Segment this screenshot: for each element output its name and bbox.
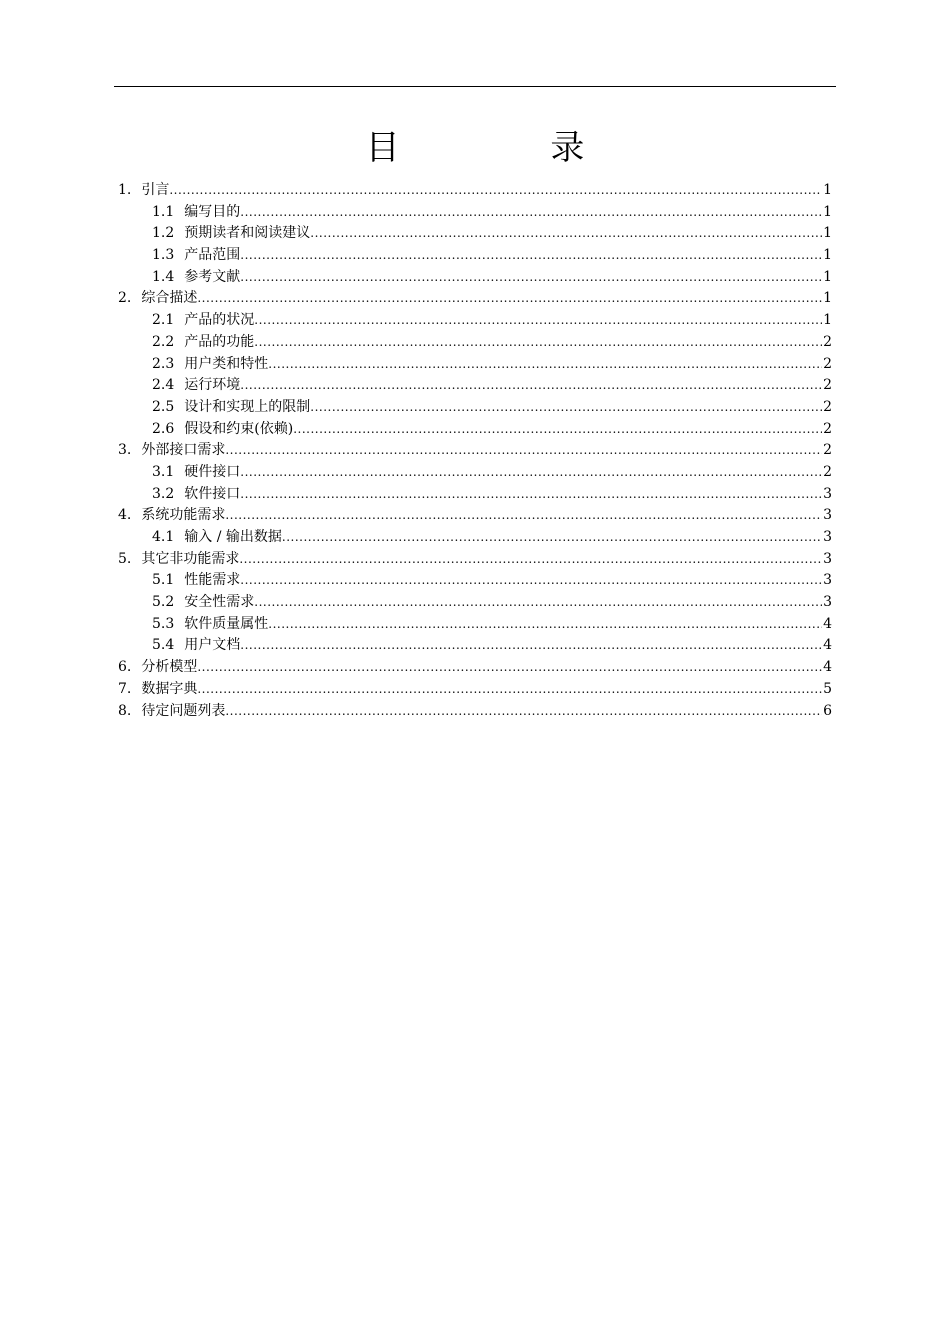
toc-entry[interactable] — [118, 635, 832, 657]
toc-dot-leader — [240, 267, 822, 289]
toc-entry-number: 2.6 — [152, 420, 175, 437]
toc-entry-page: 2 — [823, 442, 832, 459]
toc-entry-title: 软件接口 — [184, 485, 241, 502]
toc-entry-number: 5.4 — [152, 637, 175, 654]
toc-entry-number: 3. — [118, 442, 132, 459]
toc-entry-number: 5.3 — [152, 615, 175, 632]
toc-entry[interactable] — [118, 223, 832, 245]
toc-entry-title: 硬件接口 — [184, 463, 241, 480]
toc-entry-page: 3 — [823, 572, 832, 589]
toc-entry[interactable] — [118, 354, 832, 376]
toc-entry-number: 2.1 — [152, 312, 175, 329]
toc-entry-page: 1 — [823, 182, 832, 198]
toc-entry-title: 输入 / 输出数据 — [184, 529, 282, 545]
toc-dot-leader — [225, 701, 822, 723]
toc-entry[interactable] — [118, 332, 832, 354]
toc-entry-page: 3 — [823, 550, 832, 567]
toc-entry-title: 编写目的 — [184, 203, 241, 220]
toc-entry[interactable] — [118, 505, 832, 527]
toc-entry-title: 参考文献 — [184, 268, 241, 285]
toc-dot-leader — [240, 245, 822, 267]
toc-entry[interactable] — [118, 180, 832, 202]
toc-entry-title: 预期读者和阅读建议 — [184, 225, 311, 242]
toc-entry[interactable] — [118, 419, 832, 441]
toc-entry-number: 1.4 — [152, 268, 175, 285]
toc-entry-number: 7. — [118, 680, 132, 697]
toc-entry[interactable] — [118, 310, 832, 332]
toc-entry-title: 运行环境 — [184, 377, 241, 394]
toc-entry-number: 1. — [118, 182, 132, 198]
toc-entry-number: 4. — [118, 507, 132, 524]
toc-entry-number: 2. — [118, 290, 132, 307]
toc-entry[interactable] — [118, 701, 832, 723]
toc-entry[interactable] — [118, 440, 832, 462]
toc-entry-page: 1 — [823, 203, 832, 220]
toc-entry[interactable] — [118, 527, 832, 549]
toc-entry-page: 3 — [823, 507, 832, 524]
toc-entry-page: 1 — [823, 290, 832, 307]
toc-entry[interactable] — [118, 267, 832, 289]
toc-dot-leader — [239, 549, 822, 571]
toc-entry-number: 1.2 — [152, 225, 175, 242]
toc-entry-title: 数据字典 — [141, 680, 198, 697]
toc-entry-number: 5.2 — [152, 594, 175, 611]
toc-entry-page: 2 — [823, 420, 832, 437]
toc-dot-leader — [254, 310, 822, 332]
toc-dot-leader — [254, 332, 822, 354]
toc-entry[interactable] — [118, 549, 832, 571]
toc-entry-title: 用户类和特性 — [184, 355, 269, 372]
toc-entry-title: 性能需求 — [184, 572, 241, 589]
toc-entry[interactable] — [118, 288, 832, 310]
toc-entry-number: 1.3 — [152, 247, 175, 264]
toc-entry-page: 4 — [823, 637, 832, 654]
toc-dot-leader — [268, 354, 822, 376]
toc-entry[interactable] — [118, 202, 832, 224]
toc-entry-page: 2 — [823, 355, 832, 372]
toc-entry[interactable] — [118, 614, 832, 636]
page-title: 目 录 — [365, 127, 655, 168]
table-of-contents — [118, 180, 832, 722]
toc-dot-leader — [197, 679, 822, 701]
toc-dot-leader — [225, 440, 822, 462]
toc-entry[interactable] — [118, 679, 832, 701]
toc-entry-page: 1 — [823, 247, 832, 264]
toc-entry-title: 设计和实现上的限制 — [184, 398, 311, 415]
toc-entry-title: 假设和约束(依赖) — [184, 420, 294, 437]
toc-entry-title: 外部接口需求 — [141, 442, 226, 459]
toc-dot-leader — [310, 223, 822, 245]
toc-dot-leader — [240, 375, 822, 397]
toc-entry[interactable] — [118, 245, 832, 267]
toc-entry-number: 1.1 — [152, 203, 175, 220]
toc-entry-page: 6 — [823, 702, 832, 719]
toc-entry-number: 2.5 — [152, 398, 175, 415]
toc-dot-leader — [293, 419, 822, 441]
toc-entry[interactable] — [118, 375, 832, 397]
toc-entry-title: 产品的功能 — [184, 333, 255, 350]
toc-entry-number: 6. — [118, 659, 132, 676]
toc-entry[interactable] — [118, 592, 832, 614]
toc-entry-page: 3 — [823, 594, 832, 611]
toc-entry-number: 4.1 — [152, 529, 175, 545]
toc-entry-page: 5 — [823, 680, 832, 697]
toc-entry-title: 引言 — [141, 182, 170, 198]
toc-entry-title: 用户文档 — [184, 637, 241, 654]
toc-entry-page: 1 — [823, 312, 832, 329]
toc-entry[interactable] — [118, 484, 832, 506]
toc-entry-page: 4 — [823, 615, 832, 632]
toc-entry-title: 产品的状况 — [184, 312, 255, 329]
toc-entry-page: 3 — [823, 529, 832, 545]
toc-entry-number: 3.2 — [152, 485, 175, 502]
toc-entry[interactable] — [118, 570, 832, 592]
toc-entry[interactable] — [118, 657, 832, 679]
toc-entry-page: 2 — [823, 377, 832, 394]
toc-entry-number: 5. — [118, 550, 132, 567]
toc-entry-number: 5.1 — [152, 572, 175, 589]
toc-entry-page: 4 — [823, 659, 832, 676]
toc-dot-leader — [240, 635, 822, 657]
toc-entry-title: 其它非功能需求 — [141, 550, 240, 567]
toc-entry-title: 安全性需求 — [184, 594, 255, 611]
toc-dot-leader — [254, 592, 822, 614]
toc-entry-number: 2.3 — [152, 355, 175, 372]
toc-dot-leader — [169, 180, 822, 202]
toc-entry-page: 2 — [823, 463, 832, 480]
toc-entry-number: 8. — [118, 702, 132, 719]
toc-entry-page: 2 — [823, 333, 832, 350]
toc-entry[interactable] — [118, 397, 832, 419]
header-rule — [114, 86, 836, 87]
toc-entry[interactable] — [118, 462, 832, 484]
toc-dot-leader — [240, 570, 822, 592]
toc-dot-leader — [282, 527, 822, 549]
toc-entry-page: 1 — [823, 268, 832, 285]
toc-dot-leader — [225, 505, 822, 527]
toc-dot-leader — [240, 202, 822, 224]
toc-dot-leader — [197, 657, 822, 679]
toc-entry-title: 待定问题列表 — [141, 702, 226, 719]
toc-dot-leader — [197, 288, 822, 310]
toc-entry-number: 2.4 — [152, 377, 175, 394]
toc-entry-page: 3 — [823, 485, 832, 502]
toc-entry-number: 2.2 — [152, 333, 175, 350]
toc-entry-page: 2 — [823, 398, 832, 415]
toc-entry-number: 3.1 — [152, 463, 175, 480]
toc-dot-leader — [310, 397, 822, 419]
toc-entry-title: 综合描述 — [141, 290, 198, 307]
toc-entry-title: 分析模型 — [141, 659, 198, 676]
toc-entry-title: 系统功能需求 — [141, 507, 226, 524]
toc-dot-leader — [240, 462, 822, 484]
toc-entry-title: 软件质量属性 — [184, 615, 269, 632]
toc-dot-leader — [240, 484, 822, 506]
toc-entry-page: 1 — [823, 225, 832, 242]
toc-entry-title: 产品范围 — [184, 247, 241, 264]
toc-dot-leader — [268, 614, 822, 636]
